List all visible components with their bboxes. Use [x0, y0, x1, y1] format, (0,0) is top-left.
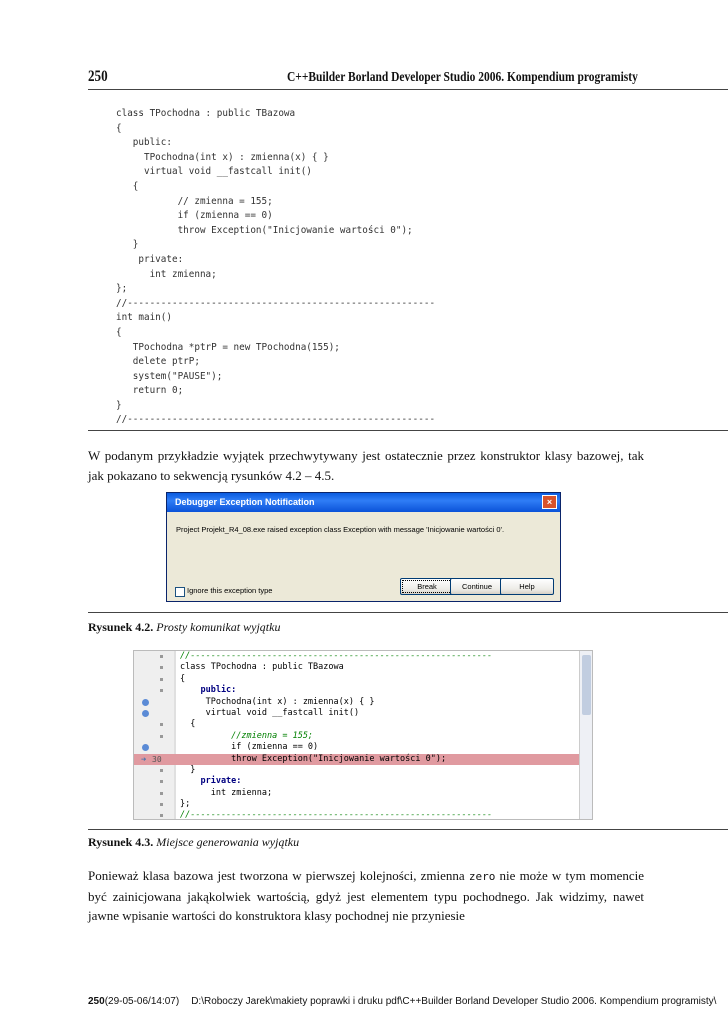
- gutter-dot-icon: [160, 735, 163, 738]
- editor-line[interactable]: [134, 799, 592, 810]
- editor-line[interactable]: [134, 776, 592, 787]
- gutter-dot-icon: [160, 666, 163, 669]
- exception-message: Project Projekt_R4_08.exe raised exception class Exception with message 'Inicjowanie wartości 0'.: [176, 525, 505, 534]
- figure1-rule: [88, 612, 728, 613]
- code-line: delete ptrP;: [116, 356, 200, 368]
- code-line: int zmienna;: [116, 268, 217, 280]
- ignore-exception-checkbox[interactable]: [175, 587, 185, 597]
- gutter-dot-icon: [160, 769, 163, 772]
- editor-line-text: //-----------------------------------------------------------: [180, 810, 493, 820]
- code-line: private:: [116, 253, 184, 265]
- editor-line-text: public:: [180, 685, 237, 696]
- figure2-text: Miejsce generowania wyjątku: [156, 835, 300, 849]
- figure2-caption: [88, 835, 299, 850]
- code-line: public:: [116, 137, 172, 149]
- header-rule: [88, 89, 728, 90]
- editor-scrollbar[interactable]: [579, 651, 592, 820]
- footer-stamp: (29-05-06/14:07): [104, 996, 180, 1007]
- footer-path: D:\Roboczy Jarek\makiety poprawki i druku pdf\C++Builder Borland Developer Studio 2006. Kompendium programisty\: [191, 996, 717, 1007]
- continue-button[interactable]: Continue: [450, 578, 504, 595]
- help-button[interactable]: Help: [500, 578, 554, 595]
- gutter-dot-icon: [160, 723, 163, 726]
- editor-line[interactable]: [134, 651, 592, 662]
- code-line: class TPochodna : public TBazowa: [116, 108, 296, 119]
- editor-line[interactable]: [134, 765, 592, 776]
- code-line: throw Exception("Inicjowanie wartości 0");: [116, 224, 413, 236]
- code-line: }: [116, 239, 139, 251]
- editor-line-text: }: [180, 764, 196, 775]
- code-line: //-------------------------------------------------------: [116, 414, 436, 426]
- execution-arrow-icon[interactable]: ➔: [141, 754, 147, 765]
- figure1-text: Prosty komunikat wyjątku: [156, 620, 281, 634]
- breakpoint-icon[interactable]: [142, 744, 149, 751]
- code-line: TPochodna *ptrP = new TPochodna(155);: [116, 341, 340, 353]
- editor-line-text: //-----------------------------------------------------------: [180, 651, 493, 661]
- paragraph2-after: nie może w tym momencie być zainicjowana jakąkolwiek wartością, gdyż jest elementem typu pochodnego. Jak widzimy, nawet jawne wpisanie wartości do konstruktora klasy pochodnej nie przyniesie: [88, 868, 644, 923]
- editor-line[interactable]: [134, 708, 592, 719]
- gutter-dot-icon: [160, 678, 163, 681]
- paragraph-explanation: [88, 866, 644, 926]
- editor-line[interactable]: [134, 742, 592, 753]
- editor-line-text: };: [180, 799, 191, 810]
- figure1-label: Rysunek 4.2.: [88, 620, 154, 634]
- editor-line-text: class TPochodna : public TBazowa: [180, 662, 344, 673]
- gutter-dot-icon: [160, 792, 163, 795]
- ignore-exception-label: Ignore this exception type: [187, 586, 273, 595]
- footer-page: 250: [88, 996, 105, 1007]
- running-title: C++Builder Borland Developer Studio 2006. Kompendium programisty: [287, 70, 638, 85]
- paragraph-intro: [88, 446, 644, 485]
- editor-line[interactable]: [134, 719, 592, 730]
- break-button[interactable]: Break: [400, 578, 454, 595]
- close-icon[interactable]: ×: [542, 495, 557, 509]
- editor-line[interactable]: [134, 674, 592, 685]
- paragraph2-text: [88, 866, 644, 926]
- line-number: 30: [152, 754, 162, 764]
- paragraph-text: W podanym przykładzie wyjątek przechwytywany jest ostatecznie przez konstruktor klasy bazowej, tak jak pokazano to sekwencją rysunków 4.2 – 4.5.: [88, 448, 644, 483]
- code-line: //-------------------------------------------------------: [116, 297, 436, 309]
- editor-line[interactable]: [134, 662, 592, 673]
- editor-line[interactable]: [134, 697, 592, 708]
- listing-rule: [88, 430, 728, 431]
- editor-line-text: {: [180, 673, 186, 684]
- editor-line-text: TPochodna(int x) : zmienna(x) { }: [180, 696, 375, 707]
- code-line: {: [116, 122, 122, 134]
- code-line: {: [116, 180, 139, 192]
- figure1-caption: [88, 620, 280, 635]
- editor-line-text: private:: [180, 776, 242, 787]
- editor-line-text: //zmienna = 155;: [180, 730, 314, 741]
- paragraph2-before: Ponieważ klasa bazowa jest tworzona w pierwszej kolejności, zmienna: [88, 868, 469, 883]
- code-line: // zmienna = 155;: [116, 195, 273, 207]
- gutter-dot-icon: [160, 655, 163, 658]
- editor-line-text: {: [180, 719, 196, 730]
- dialog-title: Debugger Exception Notification: [175, 497, 315, 507]
- page-number: 250: [88, 68, 108, 85]
- figure2-label: Rysunek 4.3.: [88, 835, 154, 849]
- editor-lines: [134, 651, 592, 820]
- gutter-dot-icon: [160, 803, 163, 806]
- breakpoint-icon[interactable]: [142, 699, 149, 706]
- execution-point-line[interactable]: [134, 754, 592, 765]
- scroll-thumb[interactable]: [582, 655, 591, 715]
- inline-code: zero: [468, 870, 496, 883]
- breakpoint-icon[interactable]: [142, 710, 149, 717]
- code-line: system("PAUSE");: [116, 370, 223, 382]
- figure2-rule: [88, 829, 728, 830]
- code-editor: [133, 650, 593, 820]
- editor-line-text: throw Exception("Inicjowanie wartości 0");: [180, 753, 447, 764]
- editor-line[interactable]: [134, 810, 592, 820]
- editor-line-text: virtual void __fastcall init(): [180, 707, 360, 718]
- code-line: virtual void __fastcall init(): [116, 166, 312, 178]
- editor-line[interactable]: [134, 731, 592, 742]
- code-line: int main(): [116, 312, 172, 324]
- dialog-titlebar: [167, 493, 560, 512]
- gutter-dot-icon: [160, 689, 163, 692]
- code-listing: [116, 107, 435, 428]
- gutter-dot-icon: [160, 814, 163, 817]
- code-line: return 0;: [116, 385, 184, 397]
- gutter-dot-icon: [160, 780, 163, 783]
- code-line: if (zmienna == 0): [116, 210, 273, 222]
- code-line: TPochodna(int x) : zmienna(x) { }: [116, 151, 329, 163]
- print-footer: [88, 996, 716, 1007]
- editor-line-text: if (zmienna == 0): [180, 742, 319, 753]
- editor-line-text: int zmienna;: [180, 787, 273, 798]
- editor-line[interactable]: [134, 685, 592, 696]
- code-line: };: [116, 283, 128, 295]
- code-line: }: [116, 399, 122, 411]
- code-line: {: [116, 326, 122, 338]
- editor-line[interactable]: [134, 788, 592, 799]
- exception-dialog: [166, 492, 561, 602]
